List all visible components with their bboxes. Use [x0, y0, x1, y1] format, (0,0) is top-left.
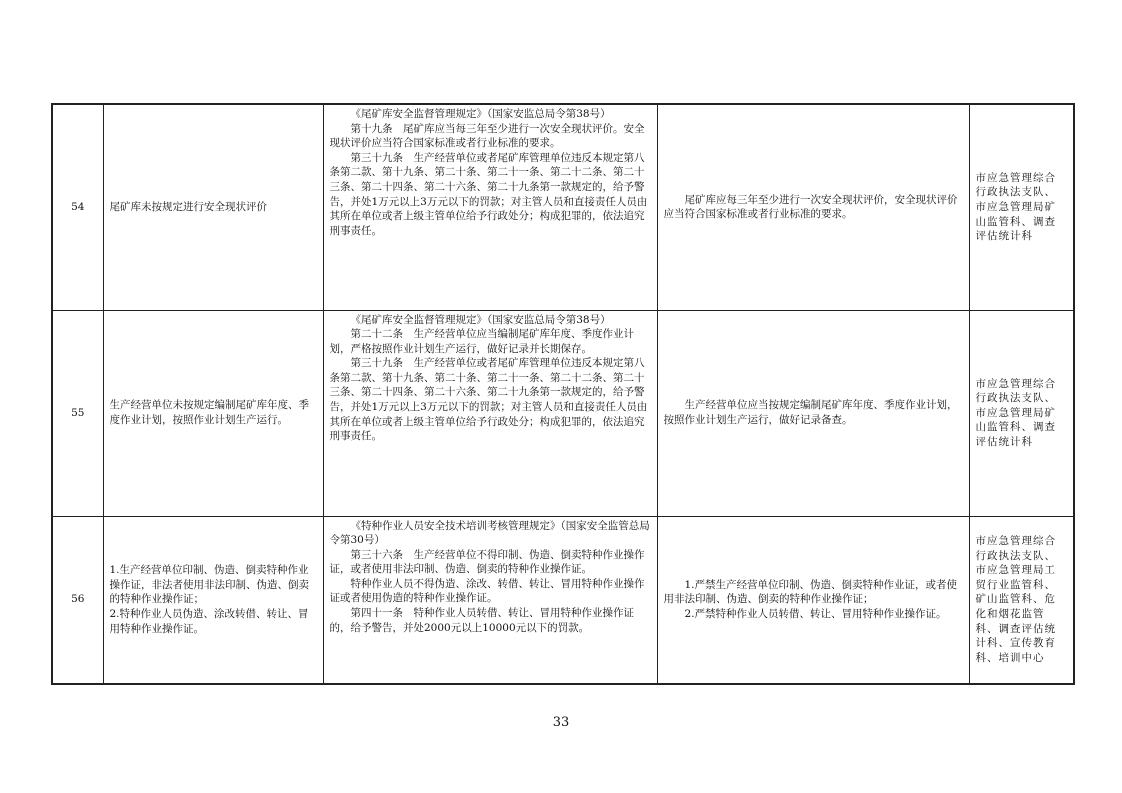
table-row	[52, 104, 1074, 310]
row-number: 55	[52, 310, 103, 516]
article-text: 第十九条 尾矿库应当每三年至少进行一次安全现状评价。安全现状评价应当符合国家标准或者行业标准的要求。	[329, 122, 645, 150]
page-number: 33	[552, 715, 570, 730]
table-row	[52, 310, 1074, 516]
requirement-text: 1.严禁生产经营单位印制、伪造、倒卖特种作业证，或者使用非法印制、伪造、倒卖的特种作业操作证；	[663, 578, 958, 606]
compliance-requirement	[657, 104, 969, 310]
article-text: 第三十九条 生产经营单位或者尾矿库管理单位违反本规定第八条第二款、第十九条、第二十条、第二十一条、第二十二条、第二十三条、第二十四条、第二十六条、第二十九条第一款规定的，给予警告，并处1万元以上3万元以下的罚款；对主管人员和直接责任人员由其所在单位或者上级主管单位给予行政处分；构成犯罪的，依法追究刑事责任。	[329, 357, 648, 443]
article-text: 特种作业人员不得伪造、涂改、转借、转让、冒用特种作业操作证或者使用伪造的特种作业操作证。	[329, 577, 645, 605]
compliance-requirement	[657, 310, 969, 516]
responsible-department: 市应急管理综合行政执法支队、市应急管理局工贸行业监管科、矿山监管科、危化和烟花监管科、调查评估统计科、宣传教育科、培训中心	[969, 516, 1074, 684]
regulation-table	[51, 103, 1075, 685]
article-text: 第三十九条 生产经营单位或者尾矿库管理单位违反本规定第八条第二款、第十九条、第二十条、第二十一条、第二十二条、第二十三条、第二十四条、第二十六条、第二十九条第一款规定的，给予警告，并处1万元以上3万元以下的罚款；对主管人员和直接责任人员由其所在单位或者上级主管单位给予行政处分；构成犯罪的，依法追究刑事责任。	[329, 151, 648, 237]
requirement-text: 生产经营单位应当按规定编制尾矿库年度、季度作业计划，按照作业计划生产运行，做好记录备查。	[663, 399, 958, 426]
row-number: 56	[52, 516, 103, 684]
regulation-title: 《尾矿库安全监督管理规定》（国家安监总局令第38号）	[350, 108, 611, 120]
article-text: 第二十二条 生产经营单位应当编制尾矿库年度、季度作业计划，严格按照作业计划生产运行，做好记录并长期保存。	[329, 328, 634, 355]
violation-text: 2.特种作业人员伪造、涂改转借、转让、冒用特种作业操作证。	[109, 608, 309, 635]
row-number: 54	[52, 104, 103, 310]
violation-item	[103, 104, 323, 310]
legal-basis	[323, 516, 657, 684]
violation-item	[103, 310, 323, 516]
violation-item	[103, 516, 323, 684]
table-row	[52, 516, 1074, 684]
violation-text: 1.生产经营单位印制、伪造、倒卖特种作业操作证，非法者使用非法印制、伪造、倒卖的特种作业操作证；	[109, 564, 309, 606]
article-text: 第三十六条 生产经营单位不得印制、伪造、倒卖特种作业操作证，或者使用非法印制、伪造、倒卖的特种作业操作证。	[329, 548, 645, 576]
article-text: 第四十一条 特种作业人员转借、转让、冒用特种作业操作证的，给予警告，并处2000元以上10000元以下的罚款。	[329, 607, 634, 634]
violation-text: 尾矿库未按规定进行安全现状评价	[109, 200, 267, 213]
regulation-title: 《尾矿库安全监督管理规定》（国家安监总局令第38号）	[350, 313, 611, 326]
requirement-text: 尾矿库应每三年至少进行一次安全现状评价，安全现状评价应当符合国家标准或者行业标准的要求。	[663, 193, 958, 221]
regulation-title: 《特种作业人员安全技术培训考核管理规定》（国家安全监管总局令第30号）	[329, 519, 650, 547]
requirement-text: 2.严禁特种作业人员转借、转让、冒用特种作业操作证。	[684, 608, 947, 621]
responsible-department: 市应急管理综合行政执法支队、市应急管理局矿山监管科、调查评估统计科	[969, 104, 1074, 310]
legal-basis	[323, 104, 657, 310]
violation-text: 生产经营单位未按规定编制尾矿库年度、季度作业计划，按照作业计划生产运行。	[109, 399, 309, 426]
compliance-requirement	[657, 516, 969, 684]
legal-basis	[323, 310, 657, 516]
responsible-department: 市应急管理综合行政执法支队、市应急管理局矿山监管科、调查评估统计科	[969, 310, 1074, 516]
